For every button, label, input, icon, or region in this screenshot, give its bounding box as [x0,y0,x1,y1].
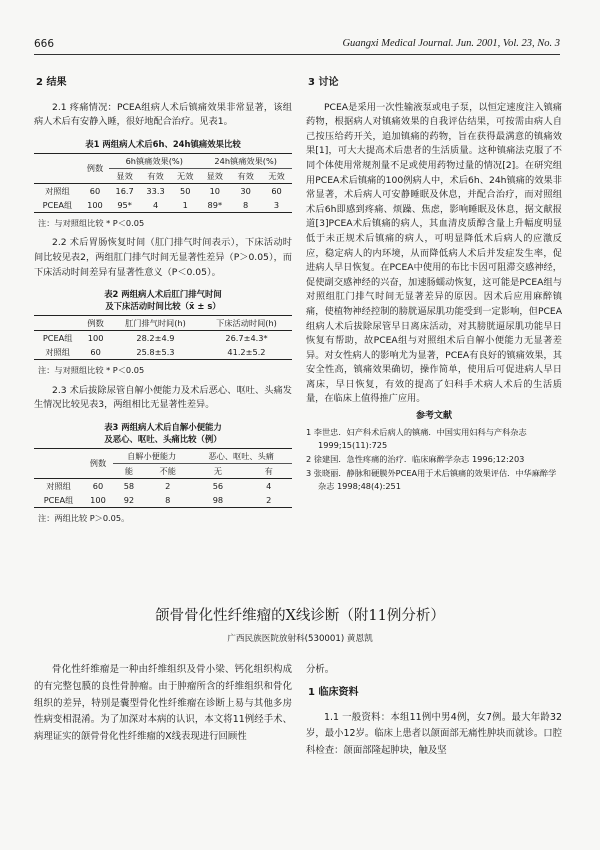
table1-header-6h: 6h镇痛效果(%) [109,153,199,168]
article-title: 颌骨骨化性纤维瘤的X线诊断（附11例分析） [155,608,445,624]
table-1 [34,153,292,213]
table3-cell: 58 [123,480,135,491]
discussion-para: PCEA是采用一次性输液泵或电子泵，以恒定速度注入镇痛药物，根据病人对镇痛效果的自我评估结果，可按需由病人自己按压给药开关，追加镇痛的药物，旨在获得最满意的镇痛效果[1]，可大大提高术后患者的生活质量。这种镇痛法克服了不同个体使用常规剂量不足或使用药物过量的情况[2]。在研究组用PCEA术后镇痛的100例病人中，术后6h、24h镇痛的效果非常显著，术后病人可安静睡眠及休息，并配合治疗，而对照组术后6h即感到疼痛、烦躁、焦虑，影响睡眠及休息，据文献报道[3]PCEA术后镇痛的病人，其血清皮质醇含量上升幅度明显低于未正规术后镇痛的病人，可明显降低术后病人的应激反应，稳定病人的内环境，从而降低病人术后并发症发生率，促进病人早日恢复。在PCEA中使用的布比卡因可阻滞交感神经，促使副交感神经的兴奋，加速肠蠕动恢复，这可能是PCEA组与对照组肛门排气时间无显著差异的原因。因术后应用麻醉镇痛，使植物神经控制的膀胱逼尿肌功能受到一定影响，但PCEA组病人术后拔除尿管早日离床活动，对其膀胱逼尿肌功能早日恢复有帮助，故PCEA组与对照组术后自解小便能力无显著差异。对女性病人的影响尤为显著，PCEA有良好的镇痛效果，其安全性高，镇痛效果确切，操作简单，使用后可促进病人早日离床，早日恢复，有效的提高了妇科手术病人术后的生活质量，在临床上值得推广应用。 [306,101,562,405]
results-para-2: 2.2 术后胃肠恢复时间（肛门排气时间表示），下床活动时间比较见表2，两组肛门排气时间无显著性差异（P＞0.05），而下床活动时间差异有显著性意义（P＜0.05）。 [34,237,292,278]
table1-header-cases: 例数 [86,163,104,174]
table1-cell: 50 [179,185,191,196]
table2-note: 注：与对照组比较 * P＜0.05 [38,365,145,376]
table1-row [34,183,292,198]
table2-header [34,316,81,331]
article-right-column [306,662,562,760]
table1-cell: 4 [152,199,159,210]
table1-note: 注：与对照组比较 * P＜0.05 [38,217,145,228]
table1-cell: 1 [182,199,188,210]
table3-note: 注：两组比较 P＞0.05。 [38,512,130,523]
clinical-data-para: 1.1 一般资料：本组11例中男4例，女7例。最大年龄32岁，最小12岁。临床上患者以颌面部无痛性肿块而就诊。口腔科检查：颌面部隆起肿块，触及坚 [306,711,562,757]
table2-cell: PCEA组 [42,333,73,344]
table3-subheader: 能 [124,465,134,476]
table1-subheader: 无效 [268,170,285,181]
table2-row [34,331,292,346]
table1-cell: 89* [207,199,223,210]
table1-subheader: 显效 [116,170,133,181]
table1-row [34,198,292,213]
table2-cell: 60 [90,347,101,358]
page-header [34,38,560,55]
reference-item: 2 徐建国．急性疼痛的治疗．临床麻醉学杂志 1996;12:203 [306,453,525,464]
right-column [306,64,562,494]
table3-header-cases: 例数 [89,458,107,469]
table1-caption: 表1 两组病人术后6h、24h镇痛效果比较 [85,138,241,149]
table3-subheader: 不能 [159,465,176,476]
table3-header-urine: 自解小便能力 [113,448,191,463]
article-intro-continued: 分析。 [306,664,335,675]
table3-caption-line1: 表3 两组病人术后自解小便能力 [104,421,222,432]
page-number: 666 [34,38,55,50]
table-2 [34,315,292,360]
table3-caption [34,421,292,445]
table3-cell: 100 [90,494,106,505]
table1-cell: 60 [89,185,101,196]
table2-caption [34,288,292,312]
table1-cell: 30 [240,185,251,196]
journal-name: Guangxi Medical Journal. Jun. 2001, Vol. 23, No. 3 [342,38,560,49]
table2-cell: 对照组 [45,347,70,358]
table1-cell: 33.3 [146,185,165,196]
table3-caption-line2: 及恶心、呕吐、头痛比较（例） [104,433,222,444]
reference-item: 3 张晓丽．静脉和硬膜外PCEA用于术后镇痛的效果评估．中华麻醉学杂志 1998;48(4):251 [306,467,557,491]
table3-cell: 对照组 [46,480,71,491]
table1-cell: 95* [117,199,132,210]
results-para-3: 2.3 术后拔除尿管自解小便能力及术后恶心、呕吐、头痛发生情况比较见表3，两组相比无显著性差异。 [34,384,292,411]
table3-cell: 2 [165,480,171,491]
table-3 [34,448,292,508]
table3-row [34,478,292,493]
table1-subheader: 显效 [206,170,223,181]
table3-cell: 8 [165,494,171,505]
table3-cell: 4 [266,480,272,491]
table2-cell: 26.7±4.3* [225,333,268,344]
table2-cell: 41.2±5.2 [227,347,266,358]
table1-cell: 60 [271,185,282,196]
table3-subheader: 有 [264,465,273,476]
left-column [34,64,292,532]
table3-corner [34,448,83,478]
table3-cell: 56 [212,480,224,491]
clinical-data-heading: 1 临床资料 [308,686,359,698]
table2-row [34,345,292,360]
table3-header-nausea: 恶心、呕吐、头痛 [190,448,292,463]
table2-header: 肛门排气时间(h) [125,318,186,329]
results-para-1: 2.1 疼痛情况：PCEA组病人术后镇痛效果非常显著，该组病人术后有安静入睡，很好地配合治疗。见表1。 [34,101,292,128]
table1-subheader: 有效 [237,170,254,181]
table3-cell: 2 [266,494,272,505]
table2-cell: 28.2±4.9 [136,333,175,344]
table1-cell: 3 [273,199,280,210]
table2-header: 例数 [87,318,104,329]
table3-cell: 92 [123,494,135,505]
reference-item: 1 李世忠．妇产科术后病人的镇痛．中国实用妇科与产科杂志 1999;15(11):725 [306,426,527,450]
table2-cell: 100 [87,333,104,344]
table1-subheader: 无效 [177,170,194,181]
discussion-heading: 3 讨论 [308,77,339,88]
article-intro: 骨化性纤维瘤是一种由纤维组织及骨小梁、钙化组织构成的有完整包膜的良性骨肿瘤。由于肿瘤所含的纤维组织和骨化组织的差异，特别是囊型骨化性纤维瘤在诊断上易与其他多房性病变相混淆。为了加深对本病的认识，本文将11例经手术、病理证实的颌骨骨化性纤维瘤的X线表现进行回顾性 [34,664,292,743]
article-left-column [34,662,292,746]
table3-subheader: 无 [213,465,223,476]
table3-cell: 98 [212,494,224,505]
table1-cell: 100 [87,199,103,210]
table1-subheader: 有效 [147,170,164,181]
table3-cell: 60 [92,480,104,491]
results-heading: 2 结果 [36,77,67,88]
references-heading: 参考文献 [415,411,452,422]
table1-cell: 8 [243,199,249,210]
table1-cell: 16.7 [115,185,134,196]
table1-cell: PCEA组 [42,199,73,210]
table2-caption-line1: 表2 两组病人术后肛门排气时间 [104,289,222,300]
table1-corner [34,153,81,183]
table2-cell: 25.8±5.3 [136,347,175,358]
table2-caption-line2: 及下床活动时间比较（x̄ ± s） [105,301,221,312]
table1-cell: 10 [209,185,220,196]
table1-cell: 对照组 [45,185,70,196]
table1-header-24h: 24h镇痛效果(%) [199,153,292,168]
article-affiliation: 广西民族医院放射科(530001) 黄恩凯 [227,634,373,644]
table2-header: 下床活动时间(h) [216,318,277,329]
table3-row [34,493,292,508]
table3-cell: PCEA组 [43,494,74,505]
